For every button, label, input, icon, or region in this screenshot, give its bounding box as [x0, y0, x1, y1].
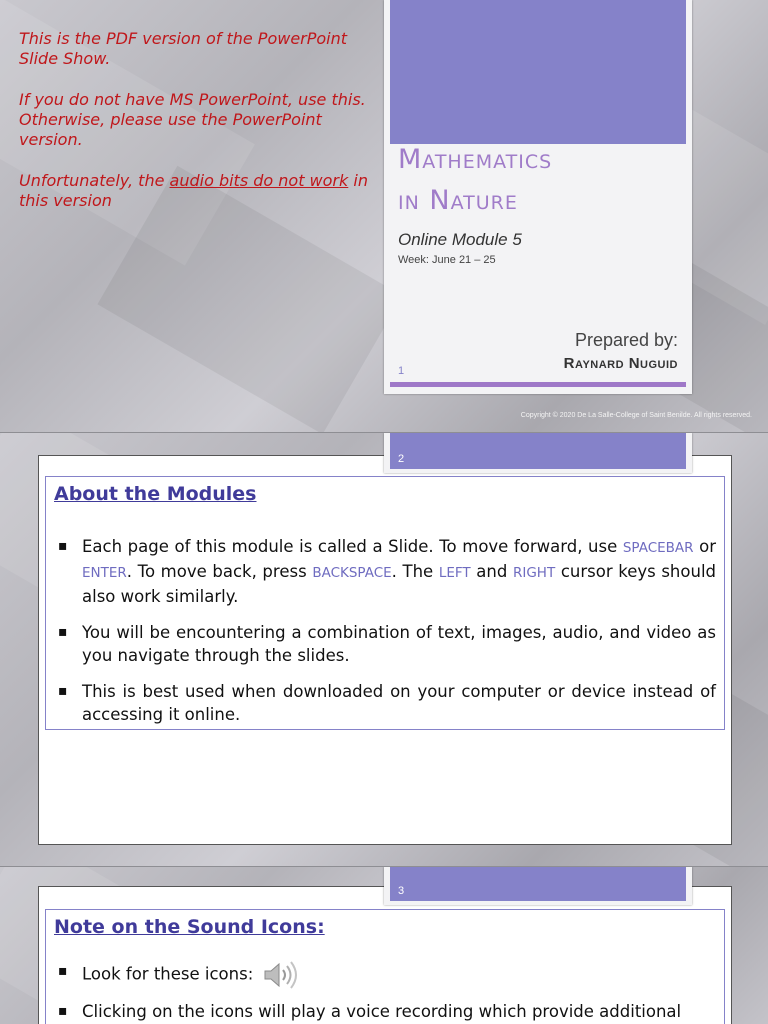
copyright-notice: Copyright © 2020 De La Salle-College of Saint Benilde. All rights reserved. — [520, 412, 752, 419]
list-item: ▪ Clicking on the icons will play a voice recording which provide additional — [54, 1000, 716, 1023]
bullet-text: . To move back, press — [126, 562, 313, 581]
list-item: ▪ This is best used when downloaded on your computer or device instead of accessing it online. — [54, 680, 716, 726]
prepared-by-label: Prepared by: — [574, 330, 678, 350]
sound-icons-box — [45, 909, 725, 1024]
key-spacebar: SPACEBAR — [622, 540, 694, 556]
title-line-2: in Nature — [398, 185, 518, 216]
note-text: Unfortunately, the — [19, 171, 170, 190]
section-heading: About the Modules — [54, 483, 257, 505]
list-item — [54, 960, 716, 990]
about-modules-box — [45, 476, 725, 730]
note-line-2: If you do not have MS PowerPoint, use this. Otherwise, please use the PowerPoint version. — [19, 90, 366, 149]
note-line-1: This is the PDF version of the PowerPoint Slide Show. — [19, 29, 348, 68]
tab-band — [390, 867, 686, 901]
slide-2 — [0, 433, 768, 866]
slide-3 — [0, 867, 768, 1024]
speaker-icon[interactable] — [261, 960, 301, 990]
bullet-text: Each page of this module is called a Slide. To move forward, use — [82, 537, 623, 556]
bullet-text: . The — [391, 562, 439, 581]
bullet-text: and — [470, 562, 513, 581]
week-label: Week: June 21 – 25 — [398, 254, 496, 266]
content-card — [38, 886, 732, 1024]
list-item: ▪ You will be encountering a combination of text, images, audio, and video as you navigate through the slides. — [54, 621, 716, 667]
slide-tab — [384, 433, 692, 473]
bullet-text: Look for these icons: — [82, 964, 254, 984]
key-backspace: BACKSPACE — [312, 565, 392, 581]
list-item — [54, 535, 716, 608]
slide-tab — [384, 867, 692, 905]
content-card — [38, 455, 732, 845]
tab-band — [390, 433, 686, 469]
slide-number: 2 — [398, 453, 405, 465]
bullet-list — [54, 535, 716, 739]
key-right: RIGHT — [512, 565, 556, 581]
title-band — [390, 0, 686, 144]
title-bottom-bar — [390, 382, 686, 387]
key-enter: ENTER — [82, 565, 127, 581]
slide-number: 1 — [398, 365, 405, 377]
author-name: Raynard Nuguid — [563, 355, 678, 372]
module-subtitle: Online Module 5 — [398, 230, 522, 249]
note-line-3 — [19, 171, 374, 211]
bullet-text: or — [693, 537, 717, 556]
bullet-text: cursor keys should also work similarly. — [82, 562, 716, 606]
title-card — [384, 0, 692, 394]
slide-1 — [0, 0, 768, 432]
key-left: LEFT — [438, 565, 471, 581]
pdf-version-note — [19, 29, 374, 232]
audio-note-link[interactable]: audio bits do not work — [169, 171, 349, 190]
bullet-list — [54, 960, 716, 1024]
note-text: in this version — [19, 171, 368, 210]
title-line-1: Mathematics — [398, 144, 553, 175]
slide-number: 3 — [398, 885, 405, 897]
section-heading: Note on the Sound Icons: — [54, 916, 325, 938]
